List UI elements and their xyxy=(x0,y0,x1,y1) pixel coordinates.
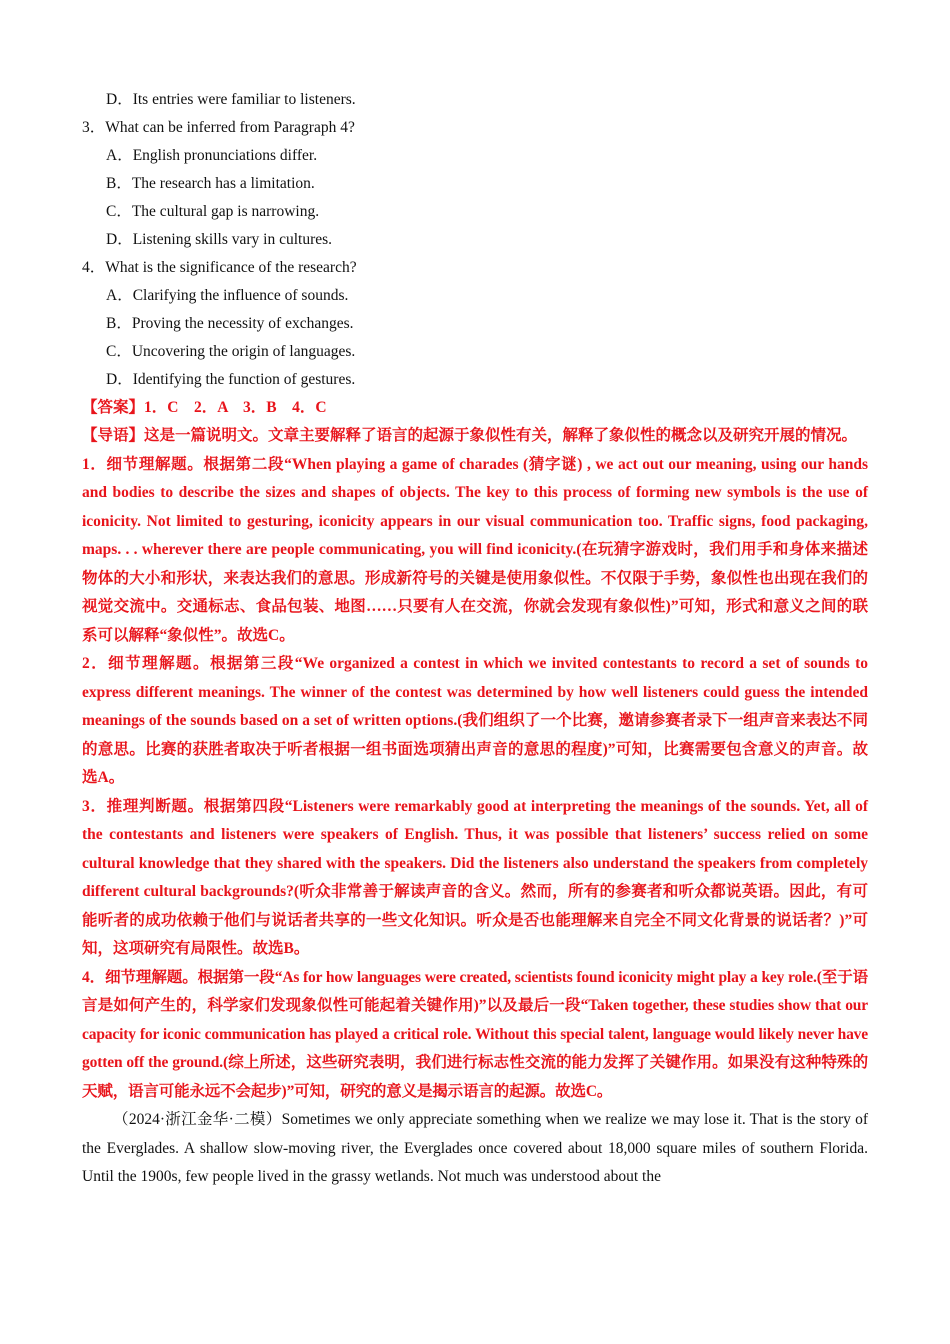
q3-stem: 3．What can be inferred from Paragraph 4? xyxy=(82,119,355,136)
explanation-2: 2．细节理解题。根据第三段“We organized a contest in which we invited contestants to record a set of sounds to express different meanings. The winner of the contest was determined by how well listeners could guess the intended meanings of the sounds based on a set of written options.(我们组织了一个比赛，邀请参赛者录下一组声音来表达不同的意思。比赛的获胜者取决于听者根据一组书面选项猜出声音的意思的程度)”可知，比赛需要包含意义的声音。故选A。 xyxy=(82,655,868,786)
next-passage xyxy=(82,1106,868,1192)
answer-key: 【答案】1．C 2．A 3．B 4．C xyxy=(82,399,327,416)
q3-option-b: B．The research has a limitation. xyxy=(106,175,315,192)
q2-option-d: D．Its entries were familiar to listeners. xyxy=(106,91,356,108)
q4-option-a: A．Clarifying the influence of sounds. xyxy=(106,287,349,304)
document-page xyxy=(82,86,868,1192)
q4-stem: 4．What is the significance of the research? xyxy=(82,259,357,276)
explanation-3: 3．推理判断题。根据第四段“Listeners were remarkably good at interpreting the meanings of the sounds. Yet, all of the contestants and listeners were speakers of English. Thus, it was possible that listeners’ success relied on some cultural knowledge that they shared with the speakers. Did the listeners also understand the speakers from completely different cultural backgrounds?(听众非常善于解读声音的含义。然而，所有的参赛者和听众都说英语。因此，有可能听者的成功依赖于他们与说话者共享的一些文化知识。听众是否也能理解来自完全不同文化背景的说话者？)”可知，这项研究有局限性。故选B。 xyxy=(82,797,868,957)
passage-text: Sometimes we only appreciate something when we realize we may lose it. That is the story of the Everglades. A shallow slow-moving river, the Everglades once covered about 18,000 square miles of southern Florida. Until the 1900s, few people lived in the grassy wetlands. Not much was understood about the xyxy=(82,1111,868,1185)
explanation-4: 4．细节理解题。根据第一段“As for how languages were created, scientists found iconicity might play a key role.(至于语言是如何产生的，科学家们发现象似性可能起着关键作用)”以及最后一段“Taken together, these studies show that our capacity for iconic communication has played a critical role. Without this special talent, language would likely never have gotten off the ground.(综上所述，这些研究表明，我们进行标志性交流的能力发挥了关键作用。如果没有这种特殊的天赋，语言可能永远不会起步)”可知，研究的意义是揭示语言的起源。故选C。 xyxy=(82,968,868,1100)
passage-source: （2024·浙江金华·二模） xyxy=(113,1111,282,1128)
q3-option-d: D．Listening skills vary in cultures. xyxy=(106,231,333,248)
q4-option-d: D．Identifying the function of gestures. xyxy=(106,371,356,388)
guide-paragraph: 【导语】这是一篇说明文。文章主要解释了语言的起源于象似性有关，解释了象似性的概念以及研究开展的情况。 xyxy=(82,427,858,444)
explanation-1: 1．细节理解题。根据第二段“When playing a game of charades (猜字谜) , we act out our meaning, using our hands and bodies to describe the sizes and shapes of objects. The key to this process of forming new symbols is the use of iconicity. Not limited to gesturing, iconicity appears in our visual communication too. Traffic signs, food packaging, maps. . . wherever there are people communicating, you will find iconicity.(在玩猜字游戏时，我们用手和身体来描述物体的大小和形状，来表达我们的意思。形成新符号的关键是使用象似性。不仅限于手势，象似性也出现在我们的视觉交流中。交通标志、食品包装、地图……只要有人在交流，你就会发现有象似性)”可知，形式和意义之间的联系可以解释“象似性”。故选C。 xyxy=(82,455,868,644)
q4-option-c: C．Uncovering the origin of languages. xyxy=(106,343,356,360)
q4-option-b: B．Proving the necessity of exchanges. xyxy=(106,315,354,332)
q3-option-a: A．English pronunciations differ. xyxy=(106,147,318,164)
q3-option-c: C．The cultural gap is narrowing. xyxy=(106,203,320,220)
